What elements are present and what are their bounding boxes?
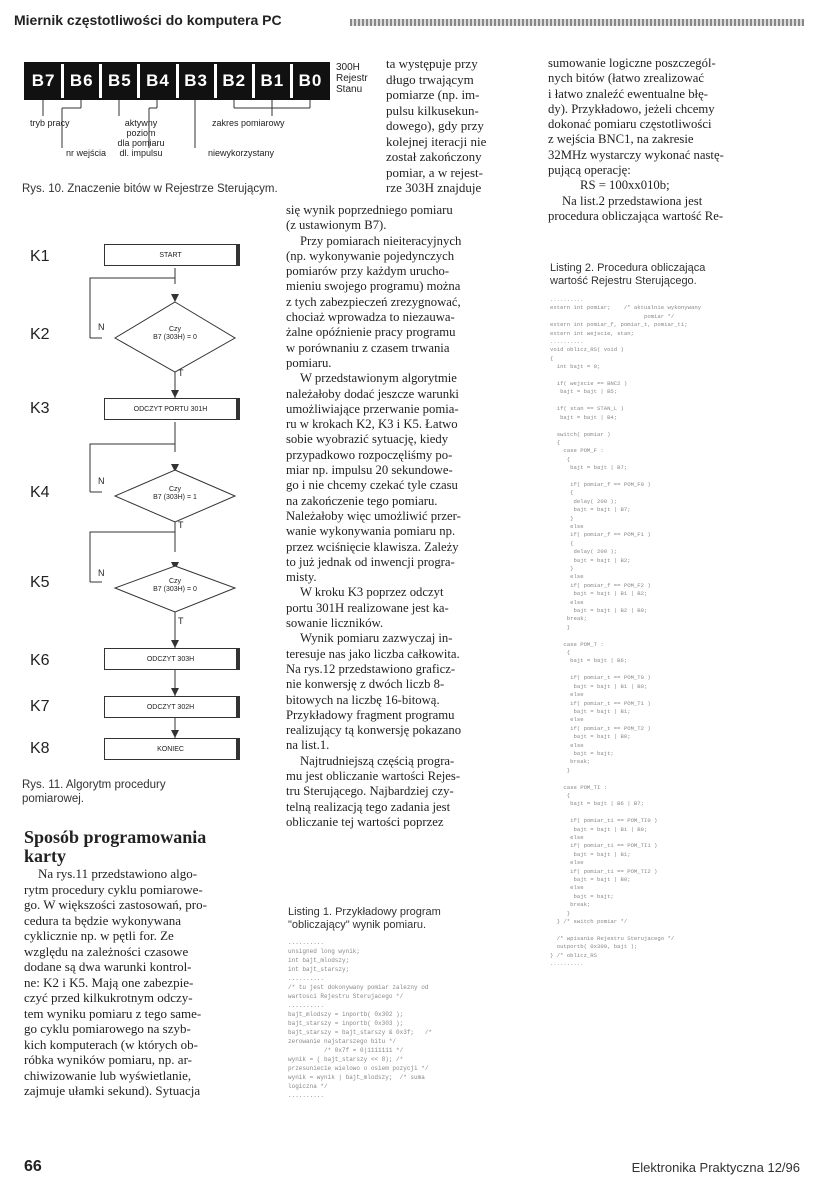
code-line: .......... <box>288 975 325 982</box>
label-tryb: tryb pracy <box>30 118 70 128</box>
code-line: if( pomiar_t == POM_T1 ) <box>550 699 651 707</box>
code-line <box>550 666 794 674</box>
code-line: bajt = bajt; <box>550 749 614 757</box>
code-line: .......... <box>550 960 584 968</box>
listing-1-caption: Listing 1. Przykładowy program "obliczający" wynik pomiaru. <box>288 906 441 931</box>
bit-b2: B2 <box>217 64 255 98</box>
code-line: if( wejscie == BNC2 ) <box>550 380 628 388</box>
decision-k4-text: Czy B7 (303H) = 1 <box>153 486 197 501</box>
code-line: delay( 200 ); <box>550 497 618 505</box>
decision-k2-text: Czy B7 (303H) = 0 <box>153 326 197 341</box>
bit-b1: B1 <box>255 64 293 98</box>
code-line: if( pomiar_f == POM_F1 ) <box>550 531 651 539</box>
step-k7: K7 <box>30 698 50 715</box>
code-line: zerowanie najstarszego bitu */ <box>288 1038 397 1045</box>
code-line: if( pomiar_f == POM_F0 ) <box>550 480 651 488</box>
code-line: else <box>550 859 584 867</box>
label-aktywny: aktywny poziom dla pomiaru dl. impulsu <box>117 118 165 158</box>
code-line: if( stan == STAN_L ) <box>550 405 624 413</box>
code-line: { <box>550 489 574 497</box>
flow-n-label: N <box>98 476 105 486</box>
code-line: else <box>550 598 584 606</box>
register-bits <box>24 62 330 100</box>
code-line: wynik = ( bajt_starszy << 8); /* <box>288 1056 404 1063</box>
code-line: logiczna */ <box>288 1083 328 1090</box>
code-line: .......... <box>288 939 325 946</box>
code-line: } <box>550 565 574 572</box>
label-nr-wejscia: nr wejścia <box>66 148 107 158</box>
flow-start: START <box>104 244 240 266</box>
code-line: .......... <box>288 1092 325 1099</box>
step-k8: K8 <box>30 740 50 757</box>
code-line: else <box>550 573 584 581</box>
code-line: if( pomiar_ti == POM_TI1 ) <box>550 842 658 850</box>
code-line: { <box>550 455 571 463</box>
code-line: else <box>550 834 584 841</box>
code-line: bajt = bajt | B0; <box>550 733 631 741</box>
code-line: break; <box>550 615 587 623</box>
code-line <box>550 809 794 817</box>
code-line: break; <box>550 901 591 909</box>
page-number: 66 <box>24 1158 42 1175</box>
label-niewykorzystany: niewykorzystany <box>208 148 275 158</box>
step-k3: K3 <box>30 400 50 417</box>
code-line: else <box>550 716 584 724</box>
column-3-text: sumowanie logiczne poszczegól- nych bitów (łatwo zrealizować i łatwo znaleźć ewentualne błę- dy). Przykładowo, jeżeli chcemy dokonać pomiaru częstotliwości z wejścia BNC1, na zakresie 32MHz wystarczy wykonać nastę- pującą operację: RS = 100xx010b; Na list.2 przedstawiona jest procedura obliczająca wartość Re- <box>548 56 724 223</box>
code-line: int bajt_starszy; <box>288 966 350 973</box>
code-line: bajt_mlodszy = inportb( 0x302 ); <box>288 1011 404 1018</box>
code-line: .......... <box>550 338 584 346</box>
register-name: 300H Rejestr Stanu <box>336 62 368 95</box>
code-line <box>550 372 794 380</box>
code-line: } <box>550 909 571 917</box>
code-line: { <box>550 354 554 362</box>
code-line: else <box>550 522 584 530</box>
listing-1-code <box>288 938 528 1110</box>
code-line: bajt = bajt | B2 | B0; <box>550 607 648 615</box>
code-line <box>550 422 794 430</box>
code-line <box>550 926 794 934</box>
step-k6: K6 <box>30 652 50 669</box>
code-line: } /* switch pomiar */ <box>550 918 628 926</box>
code-line: break; <box>550 758 591 766</box>
decision-k5-text: Czy B7 (303H) = 0 <box>153 578 197 593</box>
code-line: extern int wejscie, stan; <box>550 329 634 337</box>
journal-name: Elektronika Praktyczna 12/96 <box>631 1160 800 1175</box>
code-line: if( pomiar_f == POM_F2 ) <box>550 581 651 589</box>
code-line: bajt = bajt | B1 | B0; <box>550 825 648 833</box>
code-line: switch( pomiar ) <box>550 430 611 438</box>
code-line: bajt = bajt | B7; <box>550 464 628 472</box>
code-line <box>550 775 794 783</box>
code-line: bajt = bajt | B6; <box>550 657 628 665</box>
bit-b3: B3 <box>179 64 217 98</box>
code-line: } <box>550 623 571 631</box>
code-line: bajt = bajt | B4; <box>550 413 618 421</box>
code-line: } <box>550 766 571 774</box>
code-line: bajt = bajt | B6 | B7; <box>550 800 644 808</box>
step-k5: K5 <box>30 574 50 591</box>
flow-t-label: T <box>178 520 184 530</box>
code-line: pomiar */ <box>550 312 675 320</box>
code-line: bajt = bajt | B7; <box>550 506 631 514</box>
code-line: int bajt = 0; <box>550 363 601 371</box>
code-line: else <box>550 741 584 749</box>
bit-b4: B4 <box>140 64 178 98</box>
code-line: case POM_T : <box>550 640 604 648</box>
code-line: .......... <box>550 296 584 303</box>
code-line: przesuniecie wielowo o osiem pozycji */ <box>288 1065 429 1072</box>
code-line: { <box>550 791 571 799</box>
code-line: /* wpisanie Rejestru Sterujacego */ <box>550 934 675 942</box>
code-line: /* 0x7f = 0|1111111 */ <box>288 1047 404 1054</box>
code-line: if( pomiar_ti == POM_TI2 ) <box>550 867 658 875</box>
code-line: if( pomiar_t == POM_T0 ) <box>550 674 651 682</box>
section-title: Sposób programowania karty <box>24 827 207 866</box>
flow-end: KONIEC <box>104 738 240 760</box>
code-line: bajt = bajt | B5; <box>550 388 618 396</box>
code-line: outportb( 0x300, bajt ); <box>550 943 638 951</box>
label-zakres: zakres pomiarowy <box>212 118 285 128</box>
code-line <box>550 473 794 481</box>
code-line: extern int pomiar_f, pomiar_t, pomiar_ti; <box>550 321 688 329</box>
column-1-text: Na rys.11 przedstawiono algo- rytm procedury cyklu pomiarowe- go. W większości zastosowań, pro- cedura ta będzie wykonywana cyklicznie np. w pętli for. Ze względu na zależności czasowe dodane są dwa warunki kontrol- ne: K2 i K5. Mają one zabezpie- czyć przed kilkukrotnym odczy- tem wyniku pomiaru z tego same- go cyklu pomiarowego na szyb- kich komputerach (w których ob- róbka wyników pomiaru, np. ar- chiwizowanie lub wyświetlanie, zajmuje ułamki sekund). Sytuacja <box>24 866 207 1098</box>
flow-t-label: T <box>178 616 184 626</box>
code-line: bajt_starszy = bajt_starszy & 0x3f; /* <box>288 1029 433 1036</box>
flow-n-label: N <box>98 322 105 332</box>
code-line: /* tu jest dokonywany pomiar zalezny od <box>288 984 429 991</box>
step-k1: K1 <box>30 248 50 265</box>
code-line: bajt = bajt | B1; <box>550 707 631 715</box>
flow-read-302h: ODCZYT 302H <box>104 696 240 718</box>
code-line: bajt = bajt | B2; <box>550 556 631 564</box>
code-line: case POM_TI : <box>550 783 608 791</box>
flow-n-label: N <box>98 568 105 578</box>
code-line: bajt = bajt; <box>550 892 614 900</box>
code-line: void oblicz_RS( void ) <box>550 346 624 354</box>
code-line: int bajt_mlodszy; <box>288 957 350 964</box>
header-title: Miernik częstotliwości do komputera PC <box>14 12 282 28</box>
figure-11-caption: Rys. 11. Algorytm procedury pomiarowej. <box>22 779 166 805</box>
code-line: extern int pomiar; /* aktualnie wykonywany <box>550 304 702 312</box>
step-k2: K2 <box>30 326 50 343</box>
code-line: delay( 200 ); <box>550 548 618 556</box>
step-k4: K4 <box>30 484 50 501</box>
flow-read-303h: ODCZYT 303H <box>104 648 240 670</box>
code-line: else <box>550 884 584 892</box>
code-line: if( pomiar_t == POM_T2 ) <box>550 724 651 732</box>
code-line: } <box>550 514 574 522</box>
code-line: } /* oblicz_RS <box>550 951 597 959</box>
page-header <box>14 12 804 34</box>
column-2-top-text: ta występuje przy długo trwającym pomiarze (np. im- pulsu kilkusekun- dowego), gdy przy kolejnej iteracji nie został zakończony pomiar, a w rejest- rze 303H znajduje <box>386 56 487 195</box>
register-leader-lines <box>24 100 330 170</box>
code-line: if( pomiar_ti == POM_TI0 ) <box>550 817 658 825</box>
code-line: { <box>550 649 571 657</box>
code-line: bajt_starszy = inportb( 0x303 ); <box>288 1020 404 1027</box>
code-line: { <box>550 539 574 547</box>
header-rule <box>350 19 804 26</box>
code-line: { <box>550 438 561 446</box>
code-line: wynik = wynik | bajt_mlodszy; /* suma <box>288 1074 425 1081</box>
code-line: case POM_F : <box>550 447 604 455</box>
flow-read-301h: ODCZYT PORTU 301H <box>104 398 240 420</box>
figure-10-caption: Rys. 10. Znaczenie bitów w Rejestrze Sterującym. <box>22 183 278 195</box>
code-line: bajt = bajt | B1; <box>550 850 631 858</box>
code-line <box>550 397 794 405</box>
bit-b7: B7 <box>26 64 64 98</box>
listing-2-code <box>550 296 794 1096</box>
listing-2-caption: Listing 2. Procedura obliczająca wartość Rejestru Sterującego. <box>550 262 706 287</box>
column-2-text: się wynik poprzedniego pomiaru (z ustawionym B7). Przy pomiarach nieiteracyjnych (np. wykonywanie pojedynczych pomiarów przy każdym urucho- mieniu swojego programu) można z tych zabezpieczeń zrezygnować, chociaż wprowadza to niezauwa- żalne opóźnienie pracy programu w porównaniu z czasem trwania pomiaru. W przedstawionym algorytmie należałoby dodać jeszcze warunki umożliwiające przerwanie pomia- ru w krokach K2, K3 i K5. Łatwo sobie wyobrazić sytuację, kiedy przypadkowo rozpoczęliśmy po- miar np. impulsu 20 sekundowe- go i nie chcemy czekać tyle czasu na zakończenie tego pomiaru. Należałoby więc umożliwić przer- wanie wykonywania pomiaru np. przez wciśnięcie klawisza. Zależy to już jednak od inwencji progra- misty. W kroku K3 poprzez odczyt portu 301H realizowane jest ka- sowanie liczników. Wynik pomiaru zazwyczaj in- teresuje nas jako liczba całkowita. Na rys.12 przedstawiono graficz- nie konwersję z dwóch liczb 8- bitowych na liczbę 16-bitową. Przykładowy fragment programu realizujący tą konwersję pokazano na list.1. Najtrudniejszą częścią progra- mu jest obliczanie wartości Rejes- tru Sterującego. Najbardziej czy- telną realizacją tego zadania jest obliczanie tej wartości poprzez <box>286 203 462 829</box>
bit-b5: B5 <box>102 64 140 98</box>
code-line: bajt = bajt | B0; <box>550 876 631 884</box>
bit-b6: B6 <box>64 64 102 98</box>
code-line: bajt = bajt | B1 | B0; <box>550 682 648 690</box>
code-line: bajt = bajt | B1 | B2; <box>550 590 648 598</box>
code-line: wartosci Rejestru Sterujacego */ <box>288 993 404 1000</box>
flow-t-label: T <box>178 368 184 378</box>
code-line: else <box>550 691 584 699</box>
bit-b0: B0 <box>293 64 328 98</box>
code-line: .......... <box>288 1002 325 1009</box>
code-line <box>550 632 794 640</box>
code-line: unsigned long wynik; <box>288 948 361 955</box>
